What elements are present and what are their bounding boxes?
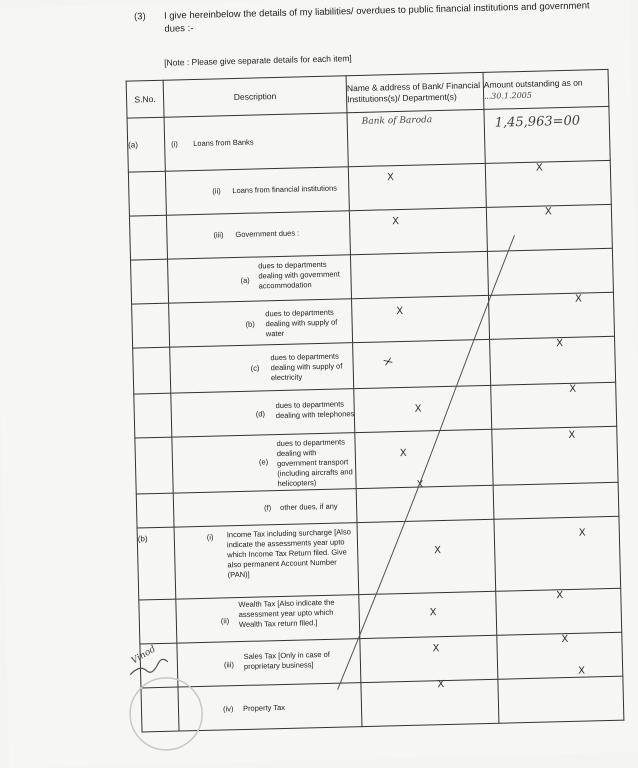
row-desc-text: other dues, if any — [279, 501, 338, 513]
row-name-mark: X — [386, 172, 395, 184]
row-desc-text: dues to departments dealing with telephones — [275, 399, 355, 421]
section-number: (3) — [133, 11, 146, 23]
row-description — [165, 167, 349, 215]
row-roman: (i) — [206, 532, 214, 542]
row-name-cell — [354, 385, 492, 432]
row-description — [172, 433, 356, 493]
header-description: Description — [163, 76, 347, 117]
row-amount-cell — [494, 516, 621, 591]
row-amount-mark: X — [574, 293, 583, 305]
row-desc-text: Loans from Banks — [193, 137, 254, 149]
row-name-cell — [359, 591, 497, 638]
row-name-mark: X — [392, 216, 400, 228]
signature-text: Vinod — [129, 644, 158, 667]
row-sno — [134, 393, 172, 438]
row-amount-cell — [493, 482, 619, 519]
row-amount-handwritten: 1,45,963=00 — [494, 113, 581, 131]
row-amount-mark: X — [556, 338, 564, 350]
row-name-cell — [347, 109, 485, 166]
row-desc-text: Income Tax including surcharge [Also indicate the assessments year upto which Income Tax Return filed. Give also permanent Account Number (PAN)] — [226, 527, 351, 580]
header-amount-date: 30.1.2005 — [491, 90, 533, 101]
row-name-mark: X — [396, 305, 404, 318]
row-name-mark: X — [429, 607, 437, 619]
row-amount-cell — [488, 292, 614, 339]
row-name-cell — [349, 207, 487, 254]
row-amount-mark: X — [561, 634, 569, 646]
row-sno — [135, 437, 173, 494]
row-roman: (c) — [250, 363, 260, 373]
row-sno — [139, 599, 177, 644]
row-amount-cell — [497, 632, 623, 679]
row-description — [169, 299, 353, 347]
row-amount-mark: X — [544, 206, 552, 218]
intro-text: I give hereinbelow the details of my liabilities/ overdues to public financial institutions and government dues :- — [163, 0, 590, 35]
row-amount-cell — [485, 160, 611, 207]
row-name-cell — [355, 429, 493, 488]
row-name-cell — [352, 295, 490, 342]
row-sno — [133, 347, 171, 394]
row-description — [176, 595, 360, 643]
row-roman: (b) — [245, 319, 255, 329]
row-sno — [136, 493, 174, 528]
row-desc-text: Government dues : — [235, 228, 300, 240]
row-description — [168, 255, 352, 303]
row-desc-text: Property Tax — [242, 702, 286, 713]
row-desc-text: dues to departments dealing with supply of water — [265, 307, 338, 339]
row-description — [173, 489, 357, 527]
row-roman: (a) — [240, 275, 250, 285]
row-amount-cell — [486, 204, 612, 251]
row-amount-mark: X — [578, 527, 586, 539]
row-amount-mark: X — [535, 162, 543, 174]
row-roman: (iii) — [223, 660, 235, 670]
row-sno: (b) — [137, 527, 176, 600]
row-amount-cell — [498, 665, 624, 723]
row-description — [171, 389, 355, 437]
row-amount-cell — [491, 382, 617, 429]
row-desc-text: dues to departments dealing with government accommodation — [258, 259, 340, 291]
row-description — [164, 113, 348, 171]
row-amount-cell — [484, 106, 610, 163]
table-row — [137, 516, 621, 600]
row-name-mark: X — [416, 479, 424, 491]
row-desc-text: dues to departments dealing with government transport (including aircrafts and helicopters) — [276, 437, 353, 489]
row-amount-cell — [492, 426, 618, 485]
row-name-cell — [353, 339, 491, 388]
row-name-mark: X — [432, 643, 440, 655]
row-amount-mark: X — [568, 429, 576, 441]
row-sno — [131, 259, 169, 304]
header-amount-label: Amount outstanding as on — [483, 77, 583, 90]
row-name-cell — [350, 251, 488, 298]
header-amount: Amount outstanding as on ...30.1.2005 — [483, 69, 609, 109]
liabilities-table — [126, 69, 625, 733]
row-amount-cell — [487, 248, 613, 295]
row-name-handwritten: Bank of Baroda — [361, 115, 433, 127]
row-sno: (a) — [127, 117, 165, 172]
row-amount-cell — [490, 336, 616, 385]
row-amount-cell — [496, 588, 622, 635]
row-roman: (f) — [263, 503, 272, 513]
row-roman: (iii) — [213, 230, 224, 240]
row-roman: (i) — [171, 139, 178, 149]
row-name-cell — [356, 479, 494, 522]
header-sno: S.No. — [126, 80, 164, 118]
intro-paragraph — [133, 0, 604, 35]
row-roman: (ii) — [212, 186, 221, 196]
row-amount-mark: X — [569, 383, 577, 395]
note-text: [Note : Please give separate details for each item] — [164, 53, 352, 68]
row-roman: (iv) — [222, 704, 234, 714]
row-roman: (e) — [258, 457, 269, 467]
row-name-cell — [361, 679, 499, 726]
row-roman: (ii) — [220, 616, 230, 626]
row-name-cell — [357, 519, 496, 594]
row-sno — [129, 215, 167, 260]
row-amount-mark: X — [578, 665, 586, 677]
header-name-address: Name & address of Bank/ Financial Institutions(s)/ Department(s) — [346, 72, 484, 112]
row-name-mark: X — [399, 447, 407, 460]
row-desc-text: Wealth Tax [Also indicate the assessment year upto which Wealth Tax return filed.] — [238, 597, 335, 630]
row-name-mark: X — [437, 679, 445, 691]
row-description — [166, 211, 350, 259]
row-amount-mark: X — [556, 590, 564, 602]
row-desc-text: dues to departments dealing with supply of electricity — [270, 351, 343, 383]
row-name-cell — [348, 163, 486, 210]
row-desc-text: Loans from financial institutions — [232, 183, 338, 196]
row-name-mark: X — [414, 403, 422, 415]
row-name-mark: X — [434, 545, 442, 557]
row-roman: (d) — [255, 409, 266, 419]
row-name-mark: X — [380, 356, 394, 368]
row-description — [174, 523, 359, 599]
row-name-cell — [360, 635, 498, 682]
row-desc-text: Sales Tax [Only in case of proprietary business] — [243, 649, 330, 671]
row-sno — [132, 303, 170, 348]
row-sno — [128, 171, 166, 216]
row-description — [170, 343, 354, 393]
